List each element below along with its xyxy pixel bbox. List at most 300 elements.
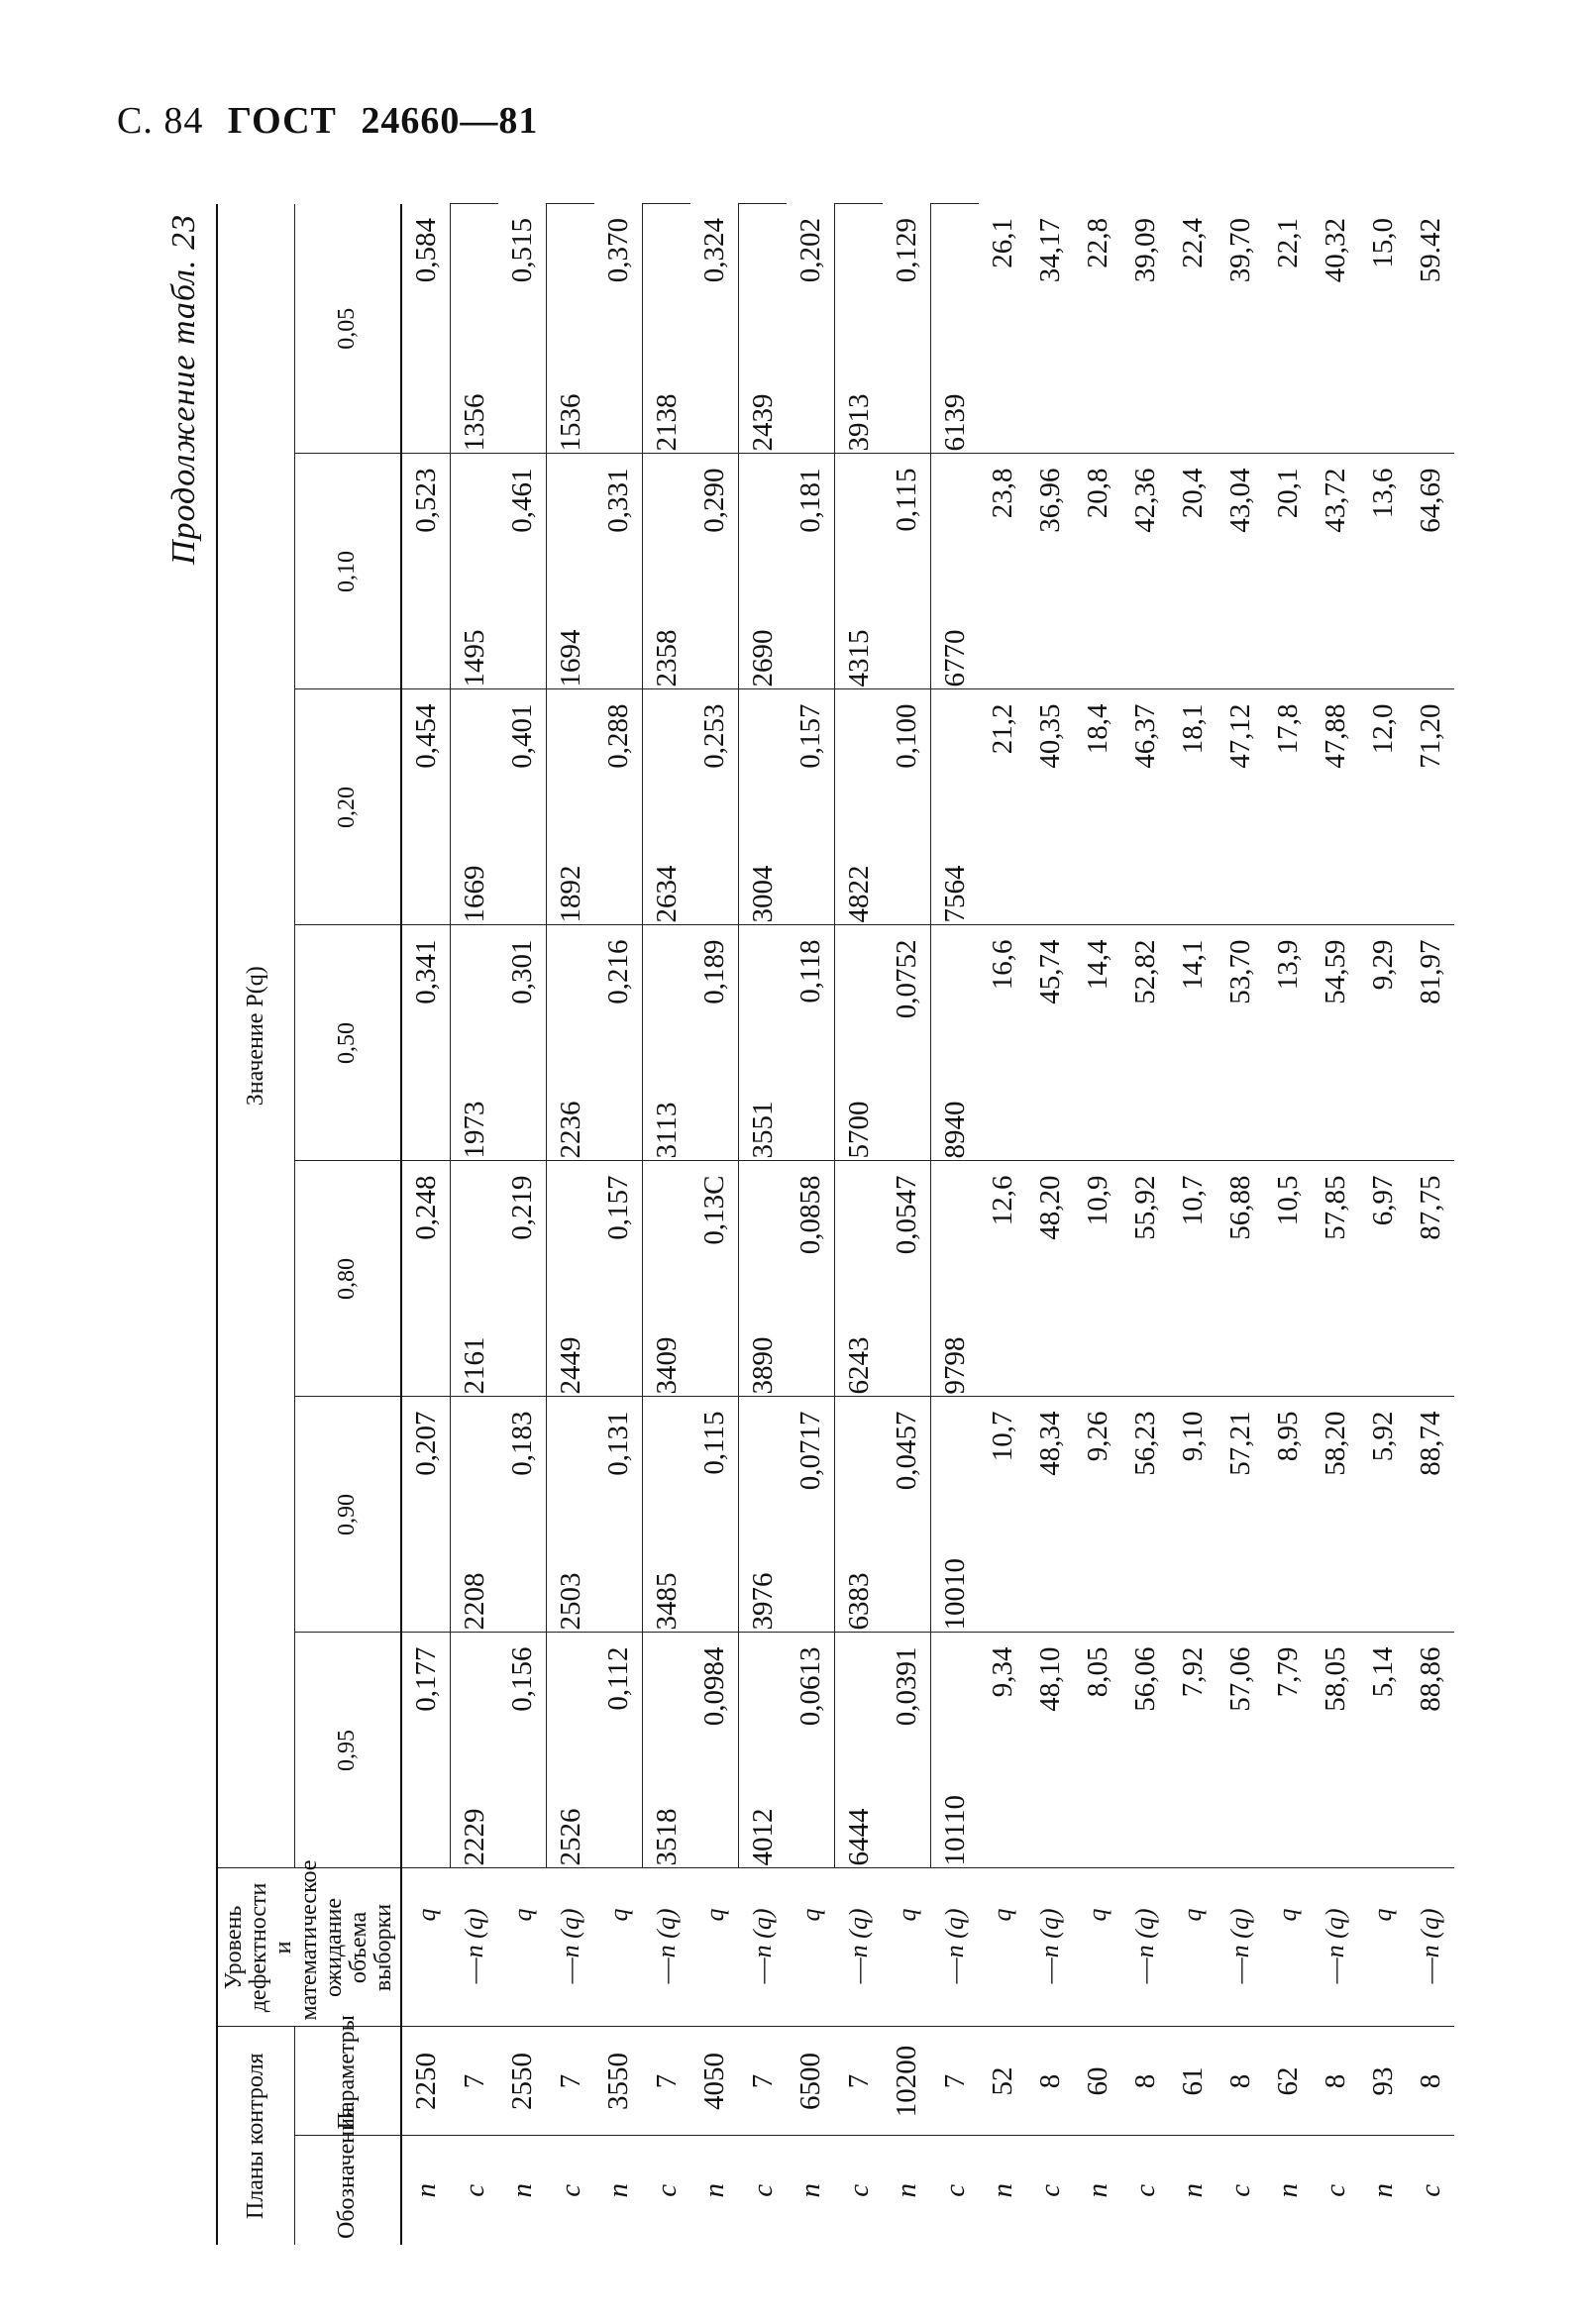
level-suffix: (q) — [1416, 1908, 1445, 1946]
value-cell: 3551 — [739, 925, 788, 1161]
level-prefix: — — [556, 1957, 585, 1984]
parameter-cell: 7 — [931, 2027, 980, 2136]
level-cell — [931, 1868, 980, 2027]
value-cell: 0,290 — [690, 454, 739, 689]
designation-cell: n — [1081, 2183, 1113, 2198]
value-cell: 9,26 — [1074, 1397, 1121, 1633]
value-cell: 48,10 — [1026, 1633, 1074, 1868]
level-prefix: — — [844, 1957, 874, 1984]
value-cell: 2439 — [739, 204, 788, 454]
value-cell: 2208 — [451, 1397, 499, 1633]
table-row — [451, 204, 499, 2245]
table-row — [594, 204, 643, 2245]
parameter-cell: 8 — [1407, 2027, 1454, 2136]
value-cell: 47,88 — [1312, 689, 1359, 925]
level-cell — [835, 1868, 884, 2027]
value-cell: 34,17 — [1026, 204, 1074, 454]
designation-cell: n — [986, 2183, 1018, 2198]
value-cell: 0,129 — [883, 204, 931, 454]
table-row — [1216, 204, 1264, 2245]
rotated-table-block — [159, 214, 1446, 2245]
value-cell: 2690 — [739, 454, 788, 689]
designation-cell: n — [1271, 2183, 1304, 2198]
designation-cell: c — [842, 2183, 875, 2197]
value-cell: 0,301 — [498, 925, 547, 1161]
value-cell: 0,177 — [401, 1633, 451, 1868]
level-prefix: — — [748, 1957, 778, 1984]
table-row — [883, 204, 931, 2245]
value-cell: 10,5 — [1264, 1161, 1312, 1397]
designation-header: Обозначения — [294, 2136, 401, 2245]
table-row — [1169, 204, 1216, 2245]
level-cell — [739, 1868, 788, 2027]
value-cell: 20,1 — [1264, 454, 1312, 689]
parameter-cell: 8 — [1216, 2027, 1264, 2136]
value-cell: 7564 — [931, 689, 980, 925]
value-cell: 0,0717 — [787, 1397, 835, 1633]
level-cell — [1359, 1868, 1407, 2027]
page-number: С. 84 — [117, 100, 204, 142]
value-cell: 36,96 — [1026, 454, 1074, 689]
value-cell: 26,1 — [979, 204, 1026, 454]
value-cell: 0,0752 — [883, 925, 931, 1161]
level-symbol: q — [795, 1908, 825, 1922]
value-cell: 13,9 — [1264, 925, 1312, 1161]
value-cell: 22,4 — [1169, 204, 1216, 454]
designation-cell: c — [458, 2183, 490, 2197]
p-value-header: 0,20 — [294, 689, 401, 925]
value-cell: 3113 — [643, 925, 691, 1161]
level-symbol: n — [1321, 1945, 1350, 1958]
value-cell: 20,4 — [1169, 454, 1216, 689]
value-cell: 2503 — [547, 1397, 595, 1633]
value-cell: 1495 — [451, 454, 499, 689]
value-cell: 8940 — [931, 925, 980, 1161]
level-symbol: n — [652, 1945, 682, 1958]
value-cell: 0,523 — [401, 454, 451, 689]
value-cell: 6243 — [835, 1161, 884, 1397]
value-cell: 1973 — [451, 925, 499, 1161]
value-cell: 2358 — [643, 454, 691, 689]
designation-cell: c — [1128, 2183, 1161, 2197]
value-cell: 5700 — [835, 925, 884, 1161]
parameter-cell: 8 — [1312, 2027, 1359, 2136]
value-cell: 0,157 — [787, 689, 835, 925]
value-cell: 48,34 — [1026, 1397, 1074, 1633]
p-value-header: 0,90 — [294, 1397, 401, 1633]
value-cell: 2634 — [643, 689, 691, 925]
value-cell: 3485 — [643, 1397, 691, 1633]
parameter-cell: 7 — [739, 2027, 788, 2136]
value-cell: 0,324 — [690, 204, 739, 454]
table-row — [1074, 204, 1121, 2245]
level-prefix: — — [1321, 1957, 1350, 1984]
level-suffix: (q) — [652, 1908, 682, 1946]
value-cell: 40,35 — [1026, 689, 1074, 925]
value-cell: 58,20 — [1312, 1397, 1359, 1633]
value-cell: 0,112 — [594, 1633, 643, 1868]
designation-cell: n — [1366, 2183, 1399, 2198]
level-symbol: q — [1368, 1908, 1398, 1922]
value-cell: 6444 — [835, 1633, 884, 1868]
value-cell: 3409 — [643, 1161, 691, 1397]
value-cell: 0,0547 — [883, 1161, 931, 1397]
value-cell: 4315 — [835, 454, 884, 689]
value-cell: 56,23 — [1121, 1397, 1169, 1633]
parameter-cell: 7 — [643, 2027, 691, 2136]
value-cell: 1669 — [451, 689, 499, 925]
level-cell — [1026, 1868, 1074, 2027]
p-value-header: 0,80 — [294, 1161, 401, 1397]
level-suffix: (q) — [844, 1908, 874, 1946]
parameter-cell: 8 — [1121, 2027, 1169, 2136]
value-cell: 0,115 — [883, 454, 931, 689]
value-cell: 10,9 — [1074, 1161, 1121, 1397]
value-cell: 45,74 — [1026, 925, 1074, 1161]
value-cell: 0,0984 — [690, 1633, 739, 1868]
table-row — [1312, 204, 1359, 2245]
p-value-header: 0,95 — [294, 1633, 401, 1868]
level-symbol: q — [699, 1908, 729, 1922]
level-suffix: (q) — [1035, 1908, 1065, 1946]
level-cell — [690, 1868, 739, 2027]
level-prefix: — — [1130, 1957, 1160, 1984]
table-row — [787, 204, 835, 2245]
table-row — [1026, 204, 1074, 2245]
table-row — [979, 204, 1026, 2245]
value-cell: 40,32 — [1312, 204, 1359, 454]
level-symbol: n — [1130, 1945, 1160, 1958]
designation-cell: c — [1223, 2183, 1256, 2197]
parameter-cell: 8 — [1026, 2027, 1074, 2136]
value-cell: 58,05 — [1312, 1633, 1359, 1868]
value-cell: 9,34 — [979, 1633, 1026, 1868]
value-cell: 52,82 — [1121, 925, 1169, 1161]
value-cell: 10,7 — [979, 1397, 1026, 1633]
value-cell: 0,584 — [401, 204, 451, 454]
value-cell: 71,20 — [1407, 689, 1454, 925]
level-cell — [1074, 1868, 1121, 2027]
value-cell: 3976 — [739, 1397, 788, 1633]
value-cell: 42,36 — [1121, 454, 1169, 689]
value-cell: 3913 — [835, 204, 884, 454]
parameter-cell: 7 — [547, 2027, 595, 2136]
value-cell: 0,202 — [787, 204, 835, 454]
p-value-header: 0,10 — [294, 454, 401, 689]
table-row — [1264, 204, 1312, 2245]
value-cell: 1892 — [547, 689, 595, 925]
parameter-cell: 61 — [1169, 2027, 1216, 2136]
level-symbol: n — [940, 1945, 970, 1958]
value-cell: 6383 — [835, 1397, 884, 1633]
value-cell: 57,06 — [1216, 1633, 1264, 1868]
level-prefix: — — [652, 1957, 682, 1984]
value-cell: 64,69 — [1407, 454, 1454, 689]
value-cell: 6770 — [931, 454, 980, 689]
parameter-cell: 62 — [1264, 2027, 1312, 2136]
value-cell: 8,05 — [1074, 1633, 1121, 1868]
standard-name: ГОСТ — [227, 100, 337, 142]
designation-cell: n — [506, 2183, 539, 2198]
designation-cell: c — [554, 2183, 586, 2197]
designation-cell: c — [1319, 2183, 1351, 2197]
parameter-cell: 93 — [1359, 2027, 1407, 2136]
value-cell: 2229 — [451, 1633, 499, 1868]
parameter-cell: 3550 — [594, 2027, 643, 2136]
designation-cell: n — [602, 2183, 635, 2198]
value-cell: 0,118 — [787, 925, 835, 1161]
value-cell: 5,92 — [1359, 1397, 1407, 1633]
level-suffix: (q) — [460, 1908, 489, 1946]
level-header: Уровень дефектности и математическое ожидание объема выборки — [217, 1868, 401, 2027]
level-cell — [883, 1868, 931, 2027]
parameter-cell: 2250 — [401, 2027, 451, 2136]
value-cell: 2449 — [547, 1161, 595, 1397]
p-value-header: 0,50 — [294, 925, 401, 1161]
parameter-cell: 10200 — [883, 2027, 931, 2136]
designation-cell: n — [794, 2183, 827, 2198]
value-cell: 54,59 — [1312, 925, 1359, 1161]
table-row — [1359, 204, 1407, 2245]
table-row — [643, 204, 691, 2245]
page-header — [117, 99, 538, 143]
parameter-cell: 7 — [835, 2027, 884, 2136]
level-symbol: q — [1083, 1908, 1112, 1922]
value-cell: 0,515 — [498, 204, 547, 454]
level-prefix: — — [1416, 1957, 1445, 1984]
value-cell: 0,370 — [594, 204, 643, 454]
value-cell: 0,183 — [498, 1397, 547, 1633]
value-cell: 43,72 — [1312, 454, 1359, 689]
value-cell: 0,253 — [690, 689, 739, 925]
level-prefix: — — [940, 1957, 970, 1984]
value-cell: 0,0858 — [787, 1161, 835, 1397]
value-cell: 12,0 — [1359, 689, 1407, 925]
value-cell: 14,1 — [1169, 925, 1216, 1161]
value-cell: 43,04 — [1216, 454, 1264, 689]
parameter-cell: 7 — [451, 2027, 499, 2136]
level-cell — [979, 1868, 1026, 2027]
value-cell: 1356 — [451, 204, 499, 454]
value-cell: 1536 — [547, 204, 595, 454]
data-table — [216, 203, 1454, 2245]
p-value-header: 0,05 — [294, 204, 401, 454]
designation-cell: n — [1176, 2183, 1209, 2198]
level-cell — [401, 1868, 451, 2027]
value-cell: 0,454 — [401, 689, 451, 925]
parameter-cell: 2550 — [498, 2027, 547, 2136]
designation-cell: c — [1414, 2183, 1446, 2197]
value-cell: 0,461 — [498, 454, 547, 689]
value-cell: 3518 — [643, 1633, 691, 1868]
table-row — [401, 204, 451, 2245]
level-cell — [1216, 1868, 1264, 2027]
level-cell — [643, 1868, 691, 2027]
level-prefix: — — [1035, 1957, 1065, 1984]
value-cell: 7,92 — [1169, 1633, 1216, 1868]
value-cell: 0,181 — [787, 454, 835, 689]
level-cell — [1121, 1868, 1169, 2027]
value-cell: 0,248 — [401, 1161, 451, 1397]
values-header: Значение P(q) — [217, 204, 294, 1868]
value-cell: 2138 — [643, 204, 691, 454]
level-suffix: (q) — [1225, 1908, 1255, 1946]
level-suffix: (q) — [1130, 1908, 1160, 1946]
value-cell: 0,156 — [498, 1633, 547, 1868]
level-symbol: n — [1416, 1945, 1445, 1958]
value-cell: 81,97 — [1407, 925, 1454, 1161]
value-cell: 13,6 — [1359, 454, 1407, 689]
value-cell: 2161 — [451, 1161, 499, 1397]
level-prefix: — — [460, 1957, 489, 1984]
value-cell: 4012 — [739, 1633, 788, 1868]
parameter-cell: 4050 — [690, 2027, 739, 2136]
value-cell: 0,401 — [498, 689, 547, 925]
level-suffix: (q) — [748, 1908, 778, 1946]
designation-cell: c — [746, 2183, 779, 2197]
standard-number: 24660—81 — [361, 100, 539, 142]
level-cell — [1264, 1868, 1312, 2027]
value-cell: 18,4 — [1074, 689, 1121, 925]
value-cell: 17,8 — [1264, 689, 1312, 925]
designation-cell: n — [410, 2183, 443, 2198]
level-cell — [498, 1868, 547, 2027]
continuation-title: Продолжение табл. 23 — [165, 214, 202, 566]
value-cell: 9798 — [931, 1161, 980, 1397]
value-cell: 87,75 — [1407, 1161, 1454, 1397]
table-row — [739, 204, 788, 2245]
value-cell: 57,21 — [1216, 1397, 1264, 1633]
value-cell: 4822 — [835, 689, 884, 925]
value-cell: 8,95 — [1264, 1397, 1312, 1633]
designation-cell: n — [891, 2183, 923, 2198]
table-row — [931, 204, 980, 2245]
value-cell: 0,216 — [594, 925, 643, 1161]
level-symbol: q — [603, 1908, 633, 1922]
value-cell: 0,341 — [401, 925, 451, 1161]
level-symbol: q — [507, 1908, 537, 1922]
level-symbol: n — [556, 1945, 585, 1958]
value-cell: 0,100 — [883, 689, 931, 925]
designation-cell: c — [938, 2183, 971, 2197]
value-cell: 55,92 — [1121, 1161, 1169, 1397]
level-symbol: n — [460, 1945, 489, 1958]
parameter-cell: 52 — [979, 2027, 1026, 2136]
value-cell: 10,7 — [1169, 1161, 1216, 1397]
level-cell — [451, 1868, 499, 2027]
parameters-header: Параметры — [294, 2027, 401, 2136]
value-cell: 0,0457 — [883, 1397, 931, 1633]
value-cell: 0,331 — [594, 454, 643, 689]
value-cell: 3890 — [739, 1161, 788, 1397]
value-cell: 12,6 — [979, 1161, 1026, 1397]
value-cell: 48,20 — [1026, 1161, 1074, 1397]
value-cell: 0,0613 — [787, 1633, 835, 1868]
value-cell: 0,189 — [690, 925, 739, 1161]
level-suffix: (q) — [1321, 1908, 1350, 1946]
table-row — [547, 204, 595, 2245]
value-cell: 20,8 — [1074, 454, 1121, 689]
value-cell: 39,70 — [1216, 204, 1264, 454]
plans-header: Планы контроля — [217, 2027, 294, 2245]
value-cell: 88,74 — [1407, 1397, 1454, 1633]
value-cell: 6139 — [931, 204, 980, 454]
value-cell: 0,219 — [498, 1161, 547, 1397]
parameter-cell: 60 — [1074, 2027, 1121, 2136]
value-cell: 0,131 — [594, 1397, 643, 1633]
level-symbol: n — [1225, 1945, 1255, 1958]
value-cell: 5,14 — [1359, 1633, 1407, 1868]
table-row — [1121, 204, 1169, 2245]
value-cell: 0,13С — [690, 1161, 739, 1397]
level-symbol: q — [1178, 1908, 1208, 1922]
level-cell — [1169, 1868, 1216, 2027]
level-cell — [594, 1868, 643, 2027]
designation-cell: c — [1033, 2183, 1066, 2197]
value-cell: 9,10 — [1169, 1397, 1216, 1633]
table-row — [835, 204, 884, 2245]
value-cell: 0,207 — [401, 1397, 451, 1633]
designation-cell: c — [650, 2183, 683, 2197]
level-cell — [1312, 1868, 1359, 2027]
table-row — [1407, 204, 1454, 2245]
value-cell: 46,37 — [1121, 689, 1169, 925]
value-cell: 21,2 — [979, 689, 1026, 925]
value-cell: 0,157 — [594, 1161, 643, 1397]
value-cell: 0,115 — [690, 1397, 739, 1633]
value-cell: 57,85 — [1312, 1161, 1359, 1397]
level-symbol: q — [988, 1908, 1017, 1922]
value-cell: 6,97 — [1359, 1161, 1407, 1397]
value-cell: 10010 — [931, 1397, 980, 1633]
parameter-cell: 6500 — [787, 2027, 835, 2136]
value-cell: 39,09 — [1121, 204, 1169, 454]
value-cell: 56,88 — [1216, 1161, 1264, 1397]
value-cell: 22,1 — [1264, 204, 1312, 454]
table-row — [498, 204, 547, 2245]
value-cell: 18,1 — [1169, 689, 1216, 925]
level-symbol: n — [1035, 1945, 1065, 1958]
level-prefix: — — [1225, 1957, 1255, 1984]
value-cell: 14,4 — [1074, 925, 1121, 1161]
level-symbol: n — [748, 1945, 778, 1958]
value-cell: 15,0 — [1359, 204, 1407, 454]
value-cell: 2526 — [547, 1633, 595, 1868]
value-cell: 0,0391 — [883, 1633, 931, 1868]
level-cell — [1407, 1868, 1454, 2027]
value-cell: 9,29 — [1359, 925, 1407, 1161]
value-cell: 59.42 — [1407, 204, 1454, 454]
value-cell: 3004 — [739, 689, 788, 925]
value-cell: 47,12 — [1216, 689, 1264, 925]
table-body — [401, 204, 1454, 2245]
value-cell: 1694 — [547, 454, 595, 689]
value-cell: 0,288 — [594, 689, 643, 925]
level-symbol: q — [892, 1908, 921, 1922]
value-cell: 23,8 — [979, 454, 1026, 689]
level-suffix: (q) — [940, 1908, 970, 1946]
value-cell: 53,70 — [1216, 925, 1264, 1161]
level-symbol: q — [1273, 1908, 1303, 1922]
designation-cell: n — [698, 2183, 731, 2198]
value-cell: 88,86 — [1407, 1633, 1454, 1868]
level-symbol: n — [844, 1945, 874, 1958]
level-symbol: q — [411, 1908, 441, 1922]
value-cell: 10110 — [931, 1633, 980, 1868]
table-row — [690, 204, 739, 2245]
value-cell: 2236 — [547, 925, 595, 1161]
level-cell — [787, 1868, 835, 2027]
